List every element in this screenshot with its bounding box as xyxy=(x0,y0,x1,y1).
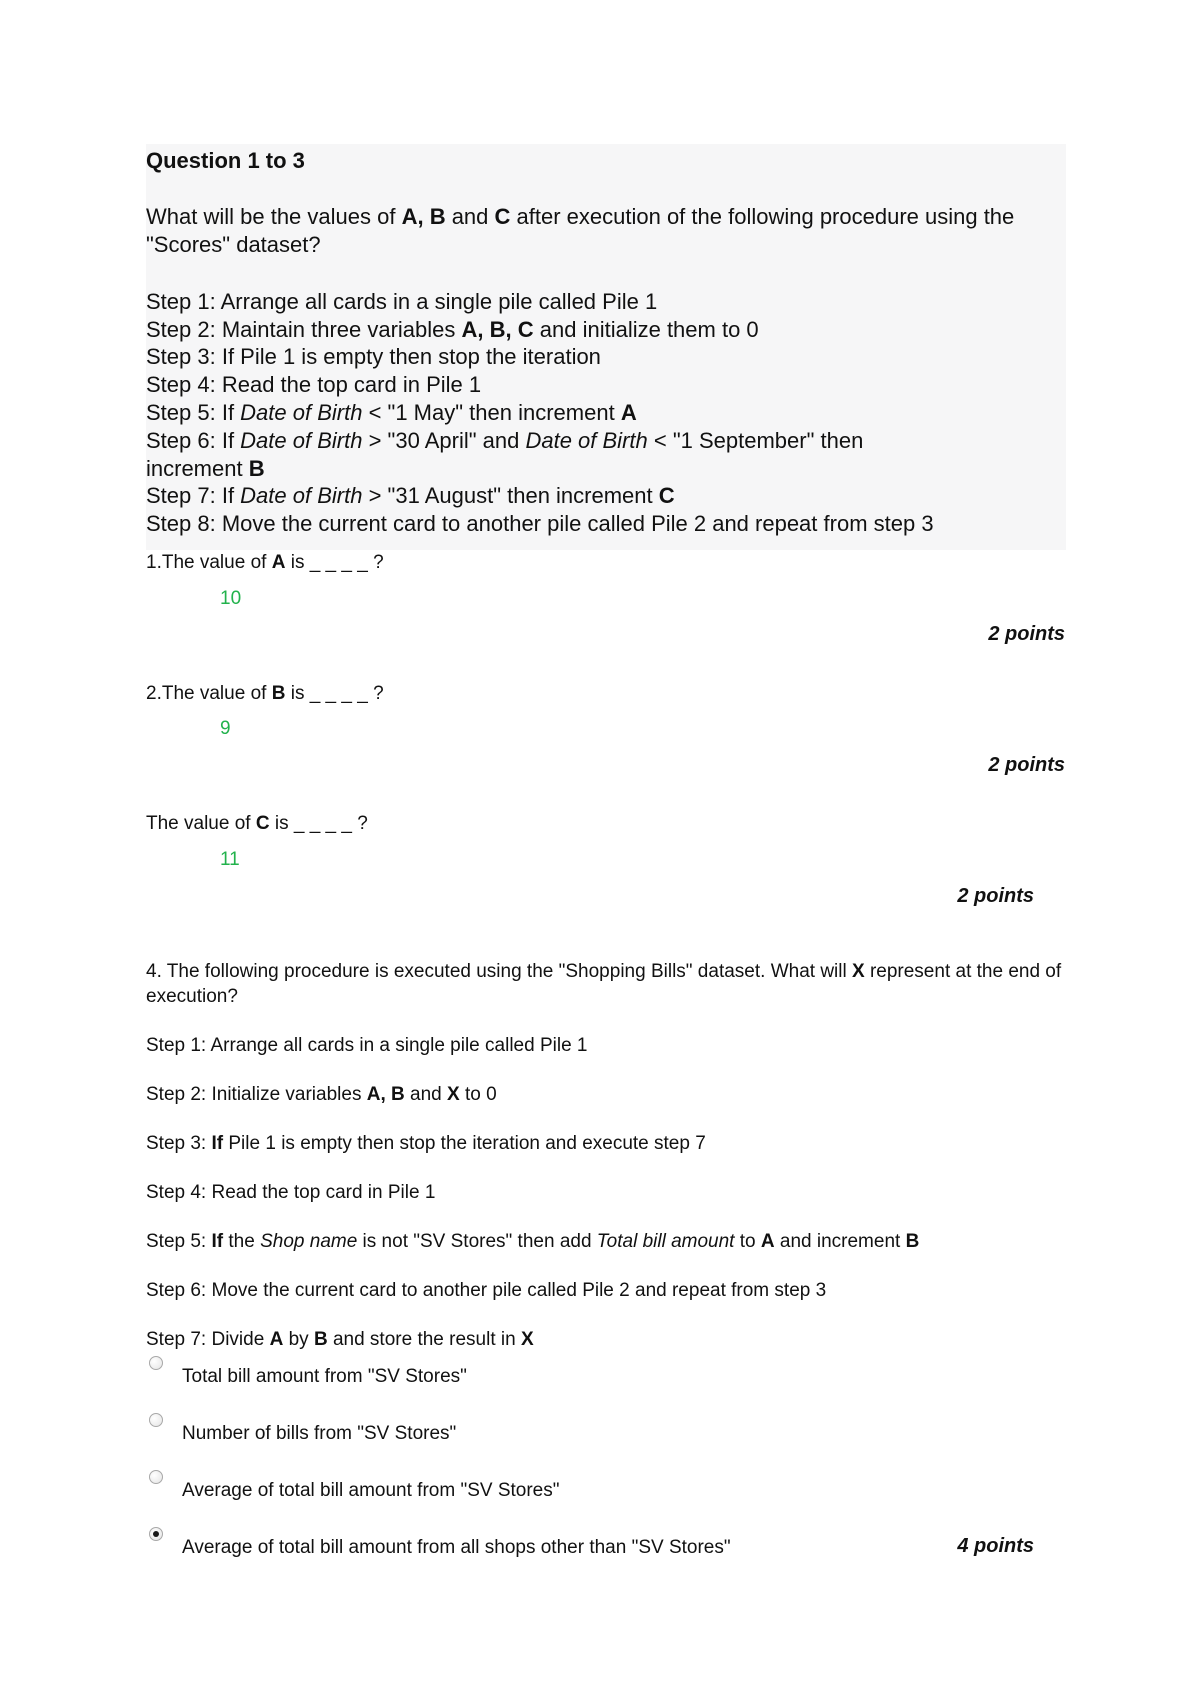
question-heading: Question 1 to 3 xyxy=(146,148,305,173)
q4-step-1: Step 1: Arrange all cards in a single pile called Pile 1 xyxy=(146,1035,588,1056)
q4-step-7: Step 7: Divide A by B and store the result in X xyxy=(146,1329,534,1350)
option-2-radio[interactable] xyxy=(149,1413,163,1427)
answer-1: 10 xyxy=(220,588,242,609)
q4-step-6: Step 6: Move the current card to another pile called Pile 2 and repeat from step 3 xyxy=(146,1280,827,1301)
points-4: 4 points xyxy=(957,1535,1034,1557)
intro-step-6: Step 6: If Date of Birth > "30 April" and Date of Birth < "1 September" then increment B xyxy=(146,428,864,481)
question-2: 2.The value of B is _ _ _ _ ? xyxy=(146,683,384,704)
option-4-label[interactable]: Average of total bill amount from all shops other than "SV Stores" xyxy=(182,1537,731,1558)
option-1-radio[interactable] xyxy=(149,1356,163,1370)
answer-2: 9 xyxy=(220,718,231,739)
question-prompt: What will be the values of A, B and C after execution of the following procedure using the "Scores" dataset? xyxy=(146,204,1015,257)
q4-step-5: Step 5: If the Shop name is not "SV Stores" then add Total bill amount to A and increment B xyxy=(146,1231,920,1252)
question-1: 1.The value of A is _ _ _ _ ? xyxy=(146,552,384,573)
points-1: 2 points xyxy=(988,623,1065,645)
intro-step-3: Step 3: If Pile 1 is empty then stop the iteration xyxy=(146,344,601,369)
intro-step-8: Step 8: Move the current card to another pile called Pile 2 and repeat from step 3 xyxy=(146,511,934,536)
question-3: The value of C is _ _ _ _ ? xyxy=(146,813,368,834)
intro-step-2: Step 2: Maintain three variables A, B, C and initialize them to 0 xyxy=(146,317,759,342)
intro-step-5: Step 5: If Date of Birth < "1 May" then increment A xyxy=(146,400,637,425)
points-3: 2 points xyxy=(957,885,1034,907)
q4-step-3: Step 3: If Pile 1 is empty then stop the iteration and execute step 7 xyxy=(146,1133,706,1154)
option-3-radio[interactable] xyxy=(149,1470,163,1484)
q4-step-4: Step 4: Read the top card in Pile 1 xyxy=(146,1182,436,1203)
option-2-label[interactable]: Number of bills from "SV Stores" xyxy=(182,1423,457,1444)
intro-step-7: Step 7: If Date of Birth > "31 August" then increment C xyxy=(146,483,675,508)
option-1-label[interactable]: Total bill amount from "SV Stores" xyxy=(182,1366,467,1387)
intro-step-1: Step 1: Arrange all cards in a single pile called Pile 1 xyxy=(146,289,658,314)
intro-step-4: Step 4: Read the top card in Pile 1 xyxy=(146,372,482,397)
points-2: 2 points xyxy=(988,754,1065,776)
answer-3: 11 xyxy=(220,849,240,870)
option-4-radio-selected[interactable] xyxy=(149,1527,163,1541)
q4-step-2: Step 2: Initialize variables A, B and X to 0 xyxy=(146,1084,497,1105)
question-4-prompt: 4. The following procedure is executed using the "Shopping Bills" dataset. What will X represent at the end of execution? xyxy=(146,961,1062,1007)
option-3-label[interactable]: Average of total bill amount from "SV Stores" xyxy=(182,1480,560,1501)
